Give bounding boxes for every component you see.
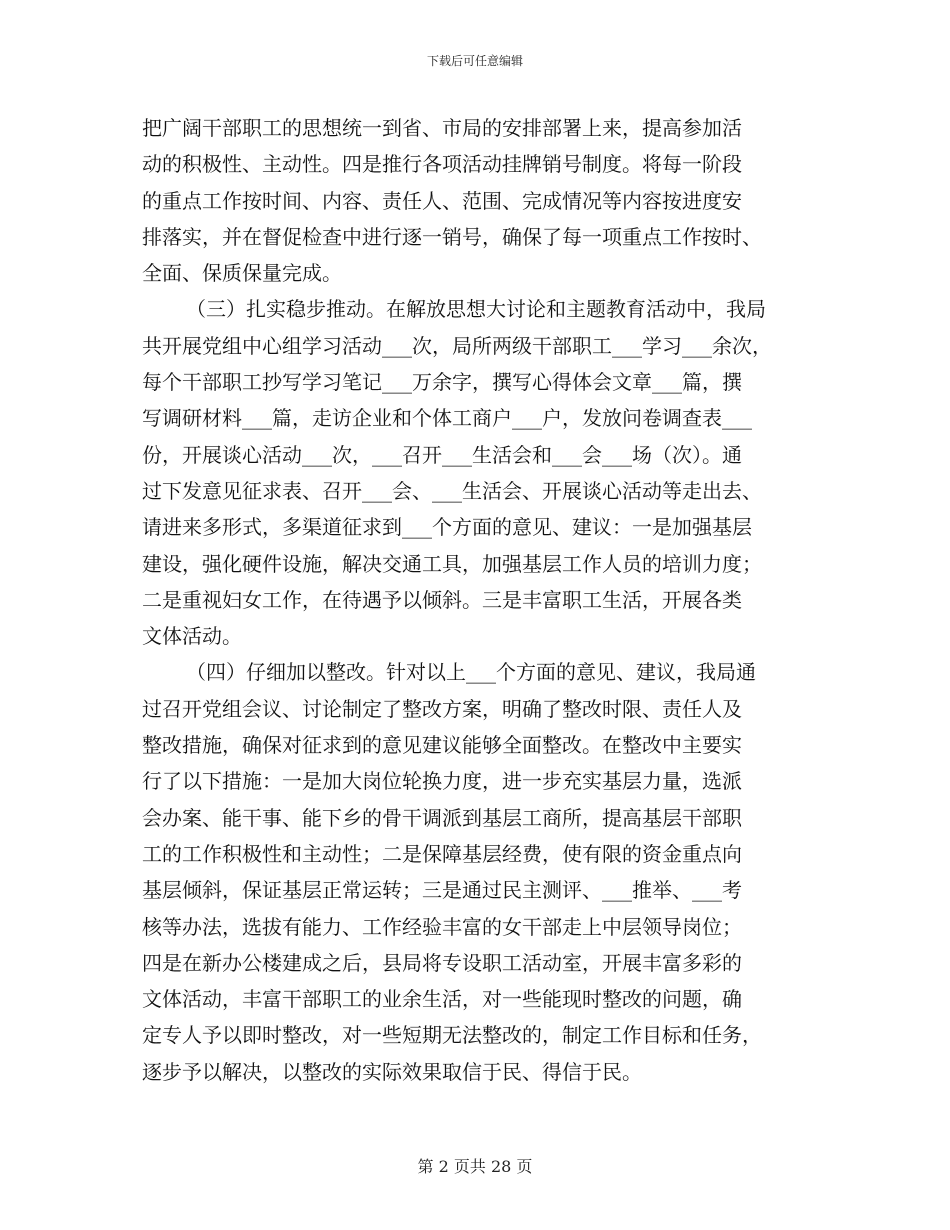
page-footer: 第 2 页共 28 页 xyxy=(417,1157,533,1176)
text-line: 份，开展谈心活动___次，___召开___生活会和___会___场（次）。通 xyxy=(142,442,742,467)
text-line: 定专人予以即时整改，对一些短期无法整改的，制定工作目标和任务， xyxy=(142,1023,762,1048)
text-line: 过下发意见征求表、召开___会、___生活会、开展谈心活动等走出去、 xyxy=(142,478,762,503)
text-line: 核等办法，选拔有能力、工作经验丰富的女干部走上中层领导岗位； xyxy=(142,914,742,939)
text-line: 过召开党组会议、讨论制定了整改方案，明确了整改时限、责任人及 xyxy=(142,696,742,721)
text-line: 逐步予以解决，以整改的实际效果取信于民、得信于民。 xyxy=(142,1059,642,1084)
text-line: 四是在新办公楼建成之后，县局将专设职工活动室，开展丰富多彩的 xyxy=(142,950,742,975)
text-line: 建设，强化硬件设施，解决交通工具，加强基层工作人员的培训力度； xyxy=(142,551,762,576)
text-line: （三）扎实稳步推动。在解放思想大讨论和主题教育活动中，我局 xyxy=(186,297,766,322)
text-line: 工的工作积极性和主动性；二是保障基层经费，使有限的资金重点向 xyxy=(142,841,742,866)
text-line: 写调研材料___篇，走访企业和个体工商户___户，发放问卷调查表___ xyxy=(142,406,752,431)
page-header: 下载后可任意编辑 xyxy=(426,54,523,68)
text-line: 文体活动，丰富干部职工的业余生活，对一些能现时整改的问题，确 xyxy=(142,987,742,1012)
text-line: 会办案、能干事、能下乡的骨干调派到基层工商所，提高基层干部职 xyxy=(142,805,742,830)
text-line: 动的积极性、主动性。四是推行各项活动挂牌销号制度。将每一阶段 xyxy=(142,152,742,177)
text-line: 每个干部职工抄写学习笔记___万余字，撰写心得体会文章___篇，撰 xyxy=(142,370,742,395)
text-line: 二是重视妇女工作，在待遇予以倾斜。三是丰富职工生活，开展各类 xyxy=(142,587,742,612)
text-line: 文体活动。 xyxy=(142,624,242,649)
text-line: 把广阔干部职工的思想统一到省、市局的安排部署上来，提高参加活 xyxy=(142,116,742,140)
text-line: 共开展党组中心组学习活动___次，局所两级干部职工___学习___余次， xyxy=(142,333,772,358)
text-line: 全面、保质保量完成。 xyxy=(142,261,342,286)
text-line: （四）仔细加以整改。针对以上___个方面的意见、建议，我局通 xyxy=(186,660,756,685)
text-line: 行了以下措施：一是加大岗位轮换力度，进一步充实基层力量，选派 xyxy=(142,769,742,794)
text-line: 基层倾斜，保证基层正常运转；三是通过民主测评、___推举、___考 xyxy=(142,878,742,903)
text-line: 的重点工作按时间、内容、责任人、范围、完成情况等内容按进度安 xyxy=(142,188,742,213)
body-text xyxy=(142,110,817,1090)
text-line: 请进来多形式，多渠道征求到___个方面的意见、建议：一是加强基层 xyxy=(142,515,752,540)
text-line: 整改措施，确保对征求到的意见建议能够全面整改。在整改中主要实 xyxy=(142,733,742,758)
text-line: 排落实，并在督促检查中进行逐一销号，确保了每一项重点工作按时、 xyxy=(142,224,762,249)
